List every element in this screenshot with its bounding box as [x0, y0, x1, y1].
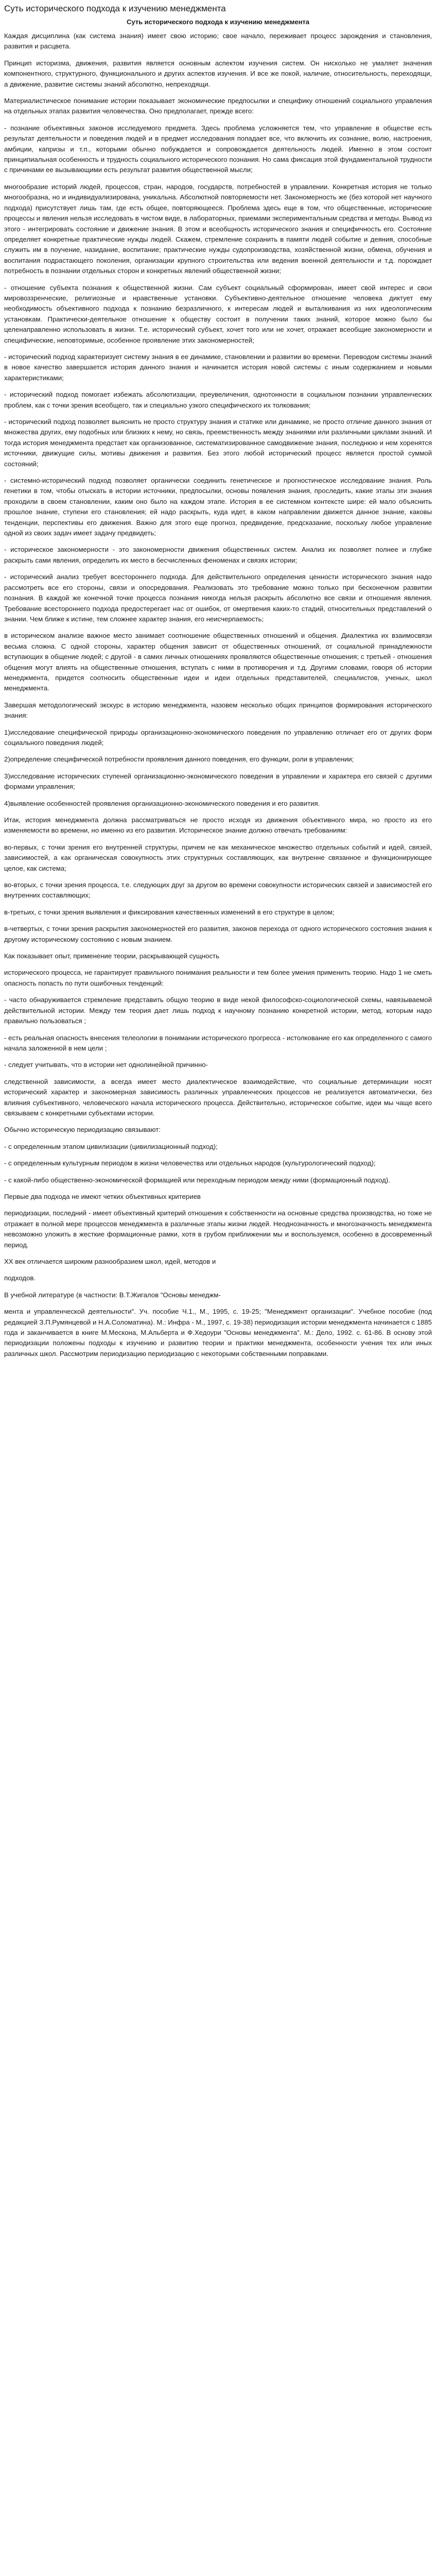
- paragraph: XX век отличается широким разнообразием школ, идей, методов и: [4, 1258, 216, 1265]
- paragraph: - есть реальная опасность внесения телеологии в понимании исторического прогресса - истолкование его как определенного с самого начала заложенной в нем цели ;: [4, 1033, 432, 1052]
- paragraph: в-третьих, с точки зрения выявления и фиксирования качественных изменений в его структуре в целом;: [4, 908, 335, 916]
- paragraph: в-четвертых, с точки зрения раскрытия закономерностей его развития, законов перехода от одного исторического состояния знания к другому историческому состоянию с новым знанием.: [4, 925, 432, 943]
- paragraph: следственной зависимости, а всегда имеет место диалектическое взаимодействие, что социальные детерминации носят исторический характер и закономерная зависимость различных управленческих процессов не реализуется автоматически, без влияния субъективного, человеческого начала исторического процесса. Действительно, историческое событие, идеи мы чаще всего связываем с конкретными субъектами истории.: [4, 1077, 432, 1117]
- paragraph: во-вторых, с точки зрения процесса, т.е. следующих друг за другом во времени совокупности исторических связей и зависимостей его внутренних составляющих;: [4, 881, 432, 900]
- paragraph: во-первых, с точки зрения его внутренней структуры, причем не как механическое множество отдельных событий и идей, связей, зависимостей, а как органическая совокупность этих структурных составляющих, как внутренне связанное и функционирующее целое, как система;: [4, 843, 432, 872]
- paragraph: Каждая дисциплина (как система знания) имеет свою историю; свое начало, переживает процесс зарождения и становления, развития и расцвета.: [4, 32, 432, 50]
- paragraph: - исторический анализ требует всестороннего подхода. Для действительного определения ценности исторического знания надо рассмотреть все его стороны, связи и опосредования. Реализовать это требование можно только при бесконечном развитии познания. В каждой же конечной точке процесса познания никогда нельзя раскрыть абсолютно все связи и отношения явления. Требование всестороннего подхода предостерегает нас от ошибок, от омертвения каких-то стадий, относительных представлений о знании. Чем ближе к истине, тем сложнее характер знания, его неисчерпаемость;: [4, 573, 432, 623]
- paragraph: Завершая методологический экскурс в историю менеджмента, назовем несколько общих принципов формирования исторического знания:: [4, 701, 432, 720]
- document-subtitle: Суть исторического подхода к изучению менеджмента: [126, 18, 310, 26]
- paragraph: 4)выявление особенностей проявления организационно-экономического поведения и его развития.: [4, 799, 320, 807]
- paragraph: - с определенным культурным периодом в жизни человечества или отдельных народов (культурологический подход);: [4, 1159, 376, 1167]
- paragraph: - с определенным этапом цивилизации (цивилизационный подход);: [4, 1142, 218, 1150]
- paragraph: Как показывает опыт, применение теории, раскрывающей сущность: [4, 952, 219, 960]
- paragraph: 3)исследование исторических ступеней организационно-экономического поведения в управлении и характера его связей с другими формами управления;: [4, 772, 432, 791]
- paragraph: исторического процесса, не гарантирует правильного понимания реальности и тем более умения применить теорию. Надо 1 не сметь опасность попасть по пути ошибочных тенденций:: [4, 969, 432, 987]
- paragraph: мента и управленческой деятельности". Уч. пособие Ч.1., М., 1995, с. 19-25; "Менеджмент организации". Учебное пособие (под редакцией З.П.Румянцевой и Н.А.Соломатина). М.: Инфра - М., 1997, с. 19-38) периодизация истории менеджмента начинается с 1885 года и заканчивается в книге М.Мескона, М.Альберта и Ф.Хедоури "Основы менеджмента". М.: Дело, 1992. с. 61-86. В основу этой периодизации положены подходы к изучению и развитию теории и практики менеджмента, особенности учения тех или иных различных школ. Рассмотрим периодизацию периодизацию с некоторыми собственными поправками.: [4, 1308, 432, 1358]
- paragraph: периодизации, последний - имеет объективный критерий отношения к собственности на основные средства производства, но тоже не отражает в полной мере процессов менеджмента в различные этапы жизни людей. Неоднозначность и многозначность менеджмента невозможно уложить в жесткие формационные рамки, хотя в грубом приближении мы и воспользуемся, особенно в досовременный период.: [4, 1209, 432, 1249]
- paragraph: В учебной литературе (в частности: В.Т.Жигалов "Основы менеджм-: [4, 1291, 221, 1299]
- paragraph: - исторический подход позволяет выяснить не просто структуру знания и статике или динамике, не просто отличие данного знания от множества других, ему подобных или близких к нему, но связь, преемственность между знаниями или различными циклами знаний. И тогда история менеджмента предстает как организованное, систематизированное самодвижение знания, последнюю и нем хоренятся источники, движущие силы, мотивы движения и развития. Без этого любой исторический процесс является простой суммой состояний;: [4, 418, 432, 468]
- document-title: Суть исторического подхода к изучению менеджмента: [4, 4, 226, 13]
- paragraph: подходов.: [4, 1274, 36, 1282]
- paragraph: в историческом анализе важное место занимает соотношение общественных отношений и общения. Диалектика их взаимосвязи весьма сложна. С одной стороны, характер общения зависит от общественных отношений, от социальной принадлежности вступающих в общение людей; с другой - в самих личных отношениях проявляются общественные отношения; с третьей - отношения общения могут влиять на общественные отношения, вступать с ними в противоречия и т.д. Другими словами, говоря об истории менеджмента, придется соотносить общественные идеи и идеи отдельных представителей, специалистов, ученых, школ менеджмента.: [4, 632, 432, 692]
- paragraph: - с какой-либо общественно-экономической формацией или переходным периодом между ними (формационный подход).: [4, 1176, 390, 1184]
- paragraph: Первые два подхода не имеют четких объективных критериев: [4, 1192, 201, 1200]
- document-body: [4, 31, 432, 1359]
- paragraph: Принцип историзма, движения, развития является основным аспектом изучения систем. Он нисколько не умаляет значения компонентного, структурного, функционального и других аспектов изучения. И все же покой, наличие, относительность, переходящи, а движение, развитие системы знаний абсолютно, непреходящи.: [4, 59, 432, 88]
- paragraph: - исторический подход характеризует систему знания в ее динамике, становлении и развитии во времени. Переводом системы знаний в новое качество завершается история данного знания и начинается история новой системы с иным содержанием и новыми характеристиками;: [4, 352, 432, 382]
- paragraph: 1)исследование специфической природы организационно-экономического поведения по управлению отличает его от других форм социального поведения людей;: [4, 728, 432, 747]
- paragraph: многообразие историй людей, процессов, стран, народов, государств, потребностей в управлении. Конкретная история не только многообразна, но и индивидуализирована, уникальна. Абсолютной повторяемости нет. Закономерность же (без которой нет научного подхода) присутствует лишь там, где есть общее, повторяющееся. Проблема здесь еще в том, что общественные, исторические процессы и явления нельзя исследовать в чистом виде, в лабораторных, приемами экспериментальным средства и методы. Вывод из этого - интегрировать состояние и движение знания. В этом и всеобщность исторического знания и специфичность его. Состояние определяет конкретные практические нужды людей. Скажем, стремление сохранить в памяти людей событие и деяния, способные служить им в поучение, назидание, воспитание; практические нужды судопроизводства, хозяйственной жизни, обмена, обучения и воспитания подрастающего поколения, организации крупного строительства или ведения военной деятельности и т.д. порождает потребность в познании отдельных сторон и конкретных явлений общественной жизни;: [4, 182, 432, 275]
- paragraph: - часто обнаруживается стремление представить общую теорию в виде некой философско-социологической схемы, навязываемой действительной истории. Между тем теория дает лишь подход к научному познанию конкретной истории, метод, которым надо правильно пользоваться ;: [4, 996, 432, 1025]
- paragraph: Итак, история менеджмента должна рассматриваться не просто исходя из движения объективного мира, но просто из его изменяемости во времени, но именно из его развития. Историческое знание должно отвечать требованиям:: [4, 816, 432, 835]
- paragraph: - следует учитывать, что в истории нет однолинейной причинно-: [4, 1061, 208, 1069]
- paragraph: - отношение субъекта познания к общественной жизни. Сам субъект социальный сформирован, имеет свой интерес и свои мировоззренческие, религиозные и нравственные установки. Субъективно-деятельное отношение человека диктует ему необходимость объективного подхода к познанию безразличного, к интересам людей и выталкивания из них идеологическим установкам. Практически-деятельное отношение к обществу состоит в получении таких знаний, которое можно было бы целенаправленно использовать в жизни. Т.е. исторический субъект, хочет того или не хочет, отражает всеобщие закономерности и специфические, неповторимые, особенное проявление этих закономерностей;: [4, 283, 432, 344]
- paragraph: 2)определение специфической потребности проявления данного поведения, его функции, роли в управлении;: [4, 755, 354, 764]
- paragraph: - исторический подход помогает избежать абсолютизации, преувеличения, однотонности в социальном познании управленческих проблем, как с точки зрения всеобщего, так и специально узкого специфического их толкования;: [4, 391, 432, 409]
- paragraph: Материалистическое понимание истории показывает экономические предпосылки и специфику отношений социального управления на отдельных этапах развития человечества. Оно предполагает, прежде всего:: [4, 97, 432, 115]
- paragraph: - историческое закономерности - это закономерности движения общественных систем. Анализ их позволяет полнее и глубже раскрыть сами явления, определить их место в бесчисленных феноменах и связях истории;: [4, 546, 432, 564]
- paragraph: - познание объективных законов исследуемого предмета. Здесь проблема усложняется тем, что управление в обществе есть результат деятельности и поведения людей и в предмет исследования попадает все, что включить их сознание, волю, настроения, амбиции, капризы и т.п., которыми обычно побуждается и сопровождается деятельность людей. Именно в этом состоит принципиальная особенность и трудность социального исторического познания. Но сама фиксация этой фундаментальной трудности с причинами ее вызывающими есть результат развития общественной мысли;: [4, 124, 432, 174]
- paragraph: Обычно историческую периодизацию связывают:: [4, 1126, 161, 1134]
- paragraph: - системно-исторический подход позволяет органически соединить генетическое и прогностическое исследование знания. Роль генетики в том, чтобы отыскать в истории источники, предпосылки, основы появления знания, проследить, какие этапы эти знания проходили в своем становлении, каким оно было на каждом этапе. История в ее системном контексте шире: ей мало объяснить прошлое знание, ступени его становления; ей надо раскрыть, куда идет, в каком направлении движется данное знание, каковы тенденции, перспективы его движения. Важно для этого еще прогноз, предвидение, предсказание, поскольку любое управление одной из своих задач имеет задачу предвидеть;: [4, 477, 432, 537]
